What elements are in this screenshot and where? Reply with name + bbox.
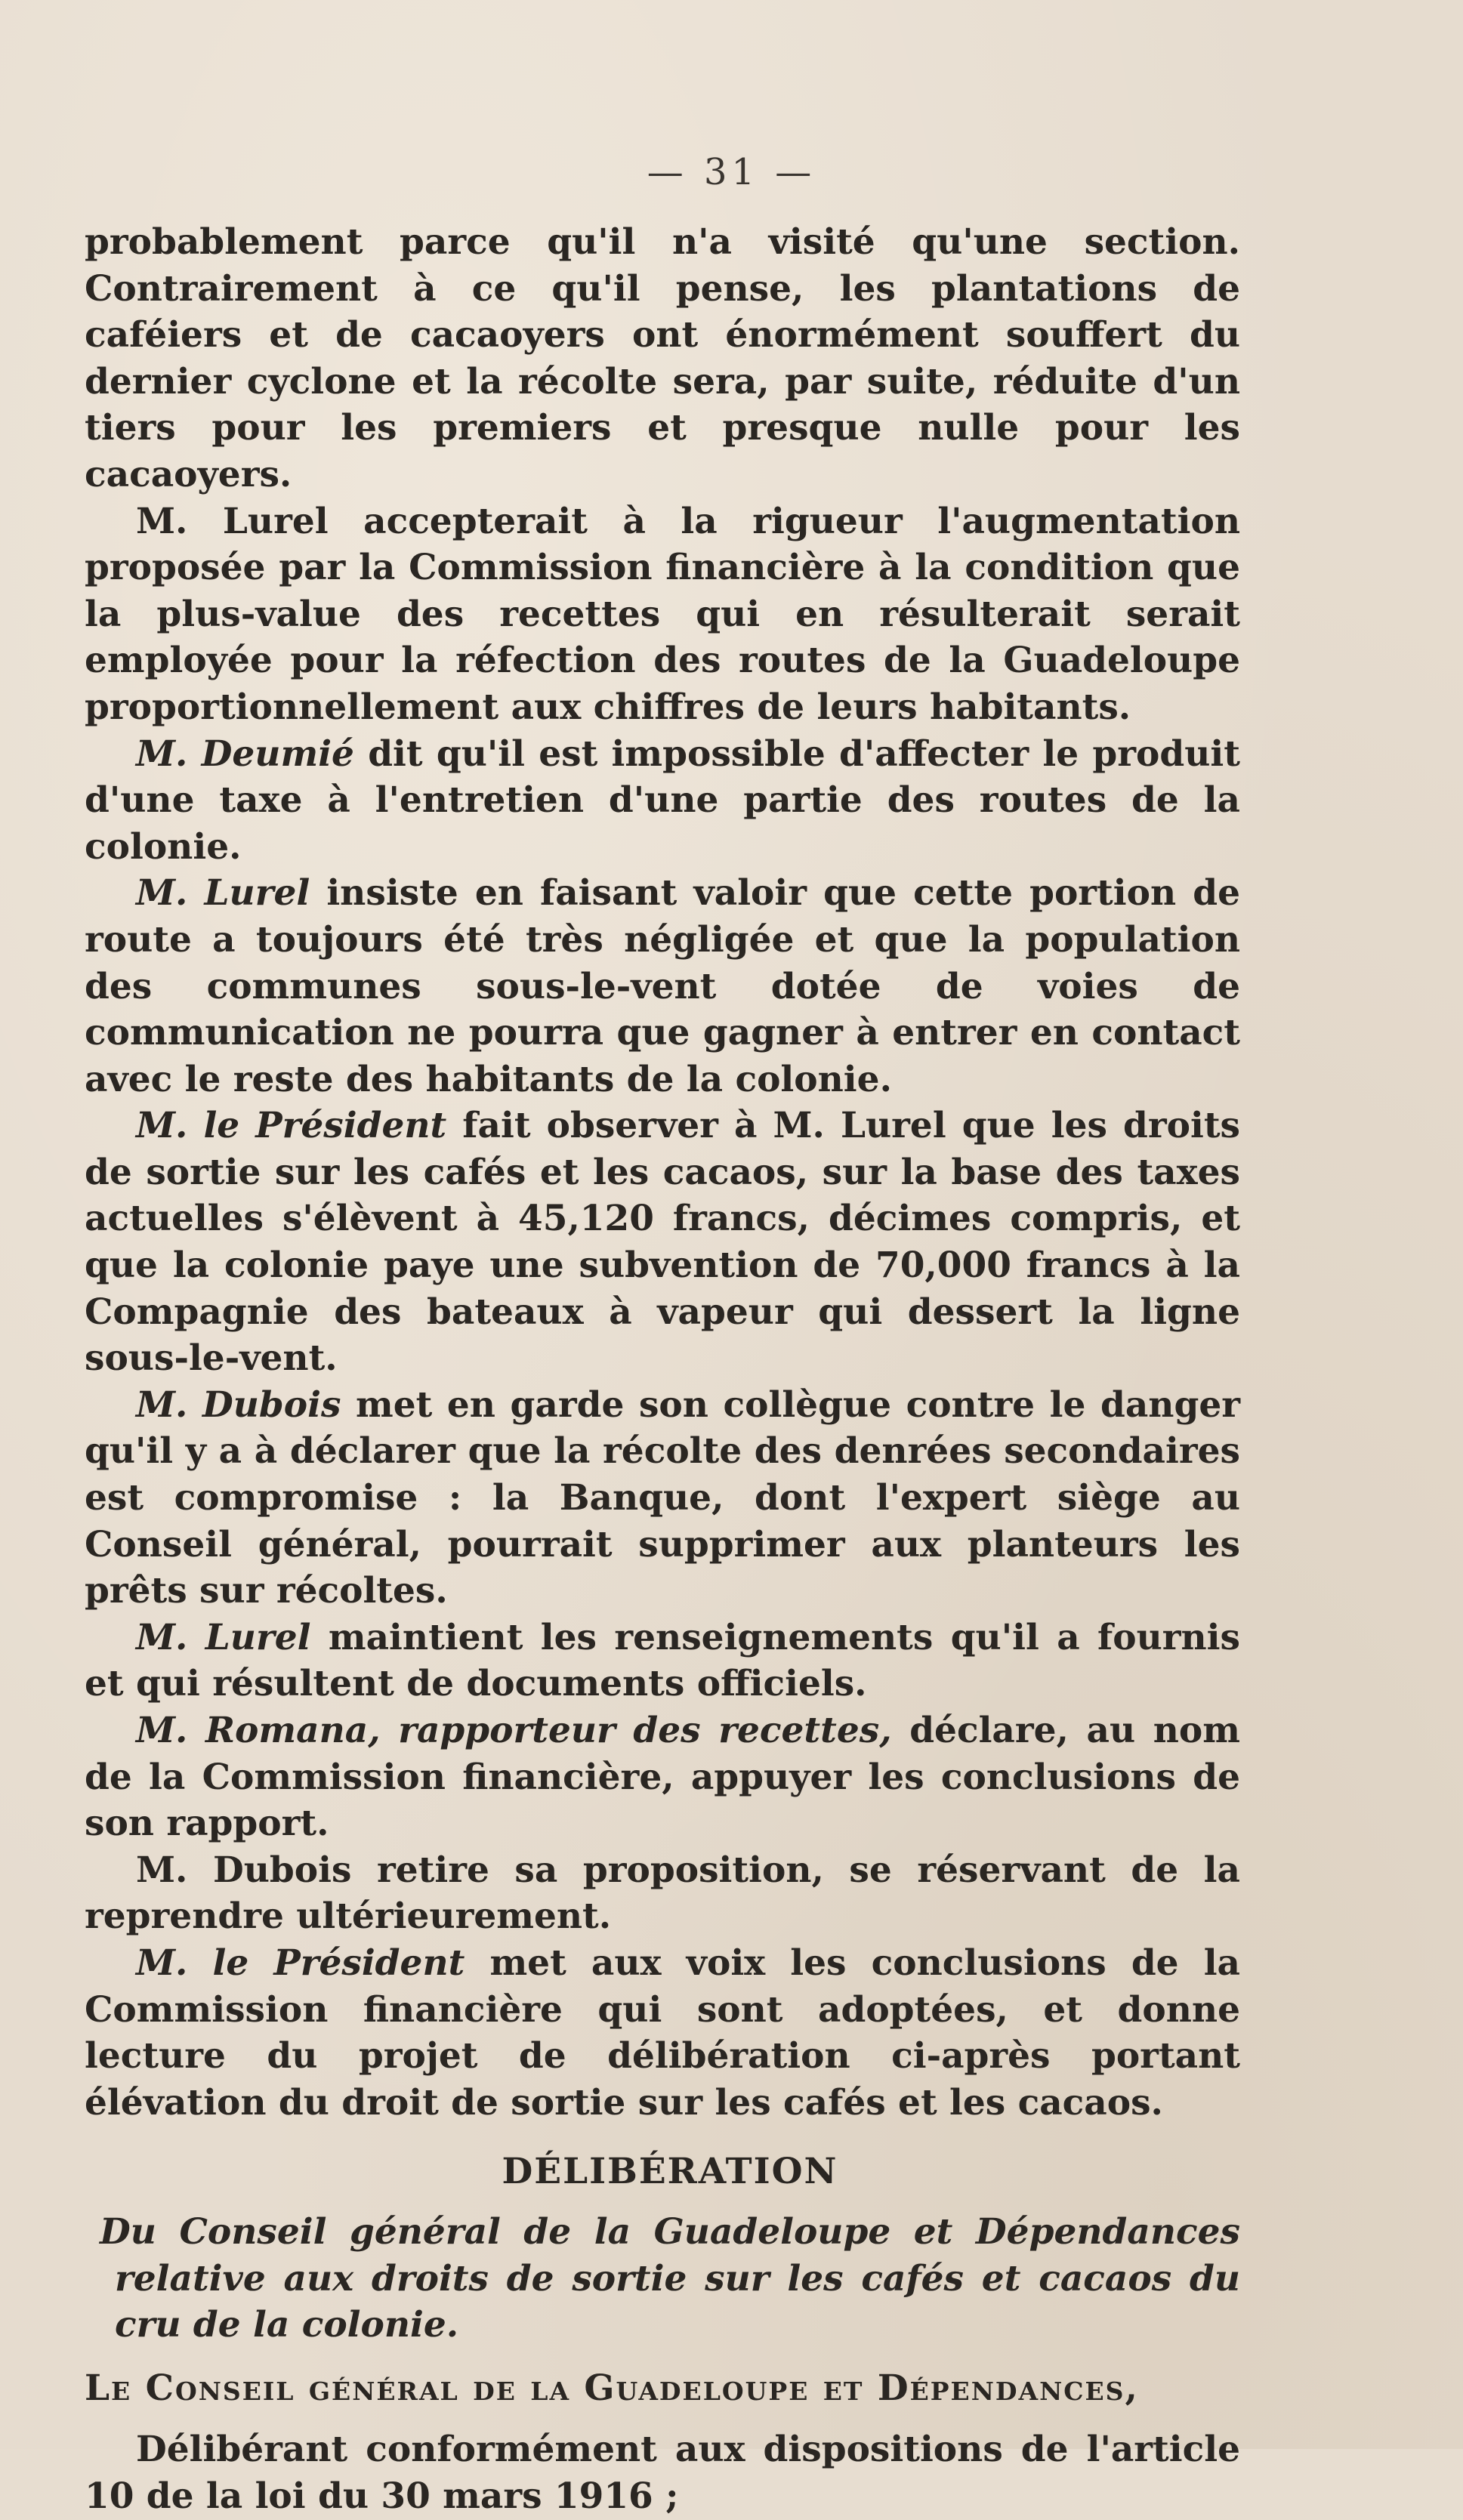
paragraph-president-observes [85,1103,1240,1382]
paragraph-dubois-warns [85,1382,1240,1615]
speaker-name: M. le Président [136,1942,465,1984]
paragraph-text: dit qu'il est impossible d'affecter le produit d'une taxe à l'entretien d'une partie des routes de la colonie. [85,733,1240,868]
paragraph-text: met aux voix les conclusions de la Commission financière qui sont adoptées, et donne lecture du projet de délibération ci-après portant élévation du droit de sortie sur les cafés et les cacaos. [85,1942,1241,2124]
deliberation-heading: DÉLIBÉRATION [502,2151,838,2193]
paragraph-text: M. Lurel accepterait à la rigueur l'augmentation proposée par la Commission financière à la condition que la plus-value des recettes qui en résulterait serait employée pour la réfection des routes de la Guadeloupe proportionnellement aux chiffres de leurs habitants. [85,500,1240,728]
paragraph-continuation: probablement parce qu'il n'a visité qu'une section. Contrairement à ce qu'il pense, les plantations de caféiers et de cacaoyers ont énormément souffert du dernier cyclone et la récolte sera, par suite, réduite d'un tiers pour les premiers et presque nulle pour les cacaoyers. [85,221,1240,495]
paragraph-romana [85,1707,1240,1847]
council-line: Le Conseil général de la Guadeloupe et Dépendances, [85,2367,1139,2409]
body-text [85,219,1240,2520]
speaker-name: M. Lurel [136,1616,311,1658]
paragraph-president-vote [85,1940,1240,2126]
speaker-name: M. Romana, rapporteur des recettes, [136,1710,892,1751]
paragraph-lurel-maintains [85,1615,1240,1707]
paragraph-text: insiste en faisant valoir que cette portion de route a toujours été très négligée et que la population des communes sous-le-vent dotée de voies de communication ne pourra que gagner à entrer en contact avec le reste des habitants de la colonie. [85,872,1240,1100]
paragraph-dubois-withdraws [85,1847,1240,1940]
paragraph-lurel-proposal [85,498,1240,731]
paragraph-text: met en garde son collègue contre le danger qu'il y a à déclarer que la récolte des denrées secondaires est compromise : la Banque, dont l'expert siège au Conseil général, pourrait supprimer aux planteurs les prêts sur récoltes. [85,1383,1240,1612]
paragraph-text: déclare, au nom de la Commission financière, appuyer les conclusions de son rapport. [85,1710,1241,1845]
speaker-name: M. Lurel [136,872,310,915]
paragraph-deumie [85,731,1240,871]
speaker-name: M. le Président [136,1105,447,1147]
deliberation-clause: Délibérant conformément aux dispositions de l'article 10 de la loi du 30 mars 1916 ; [85,2429,1240,2517]
paragraph-text: M. Dubois retire sa proposition, se réservant de la reprendre ultérieurement. [85,1849,1240,1938]
paragraph-text: fait observer à M. Lurel que les droits de sortie sur les cafés et les cacaos, sur la base des taxes actuelles s'élèvent à 45,120 francs, décimes compris, et que la colonie paye une subvention de 70,000 francs à la Compagnie des bateaux à vapeur qui dessert la ligne sous-le-vent. [85,1105,1241,1380]
paragraph-text: maintient les renseignements qu'il a fournis et qui résultent de documents officiels. [85,1616,1240,1705]
deliberation-subtitle: Du Conseil général de la Guadeloupe et Dépendances relative aux droits de sortie sur les cafés et cacaos du cru de la colonie. [100,2210,1240,2346]
page-number: — 31 — [647,151,816,193]
speaker-name: M. Dubois [136,1383,341,1426]
paragraph-lurel-insists [85,870,1240,1103]
speaker-name: M. Deumié [136,733,354,775]
